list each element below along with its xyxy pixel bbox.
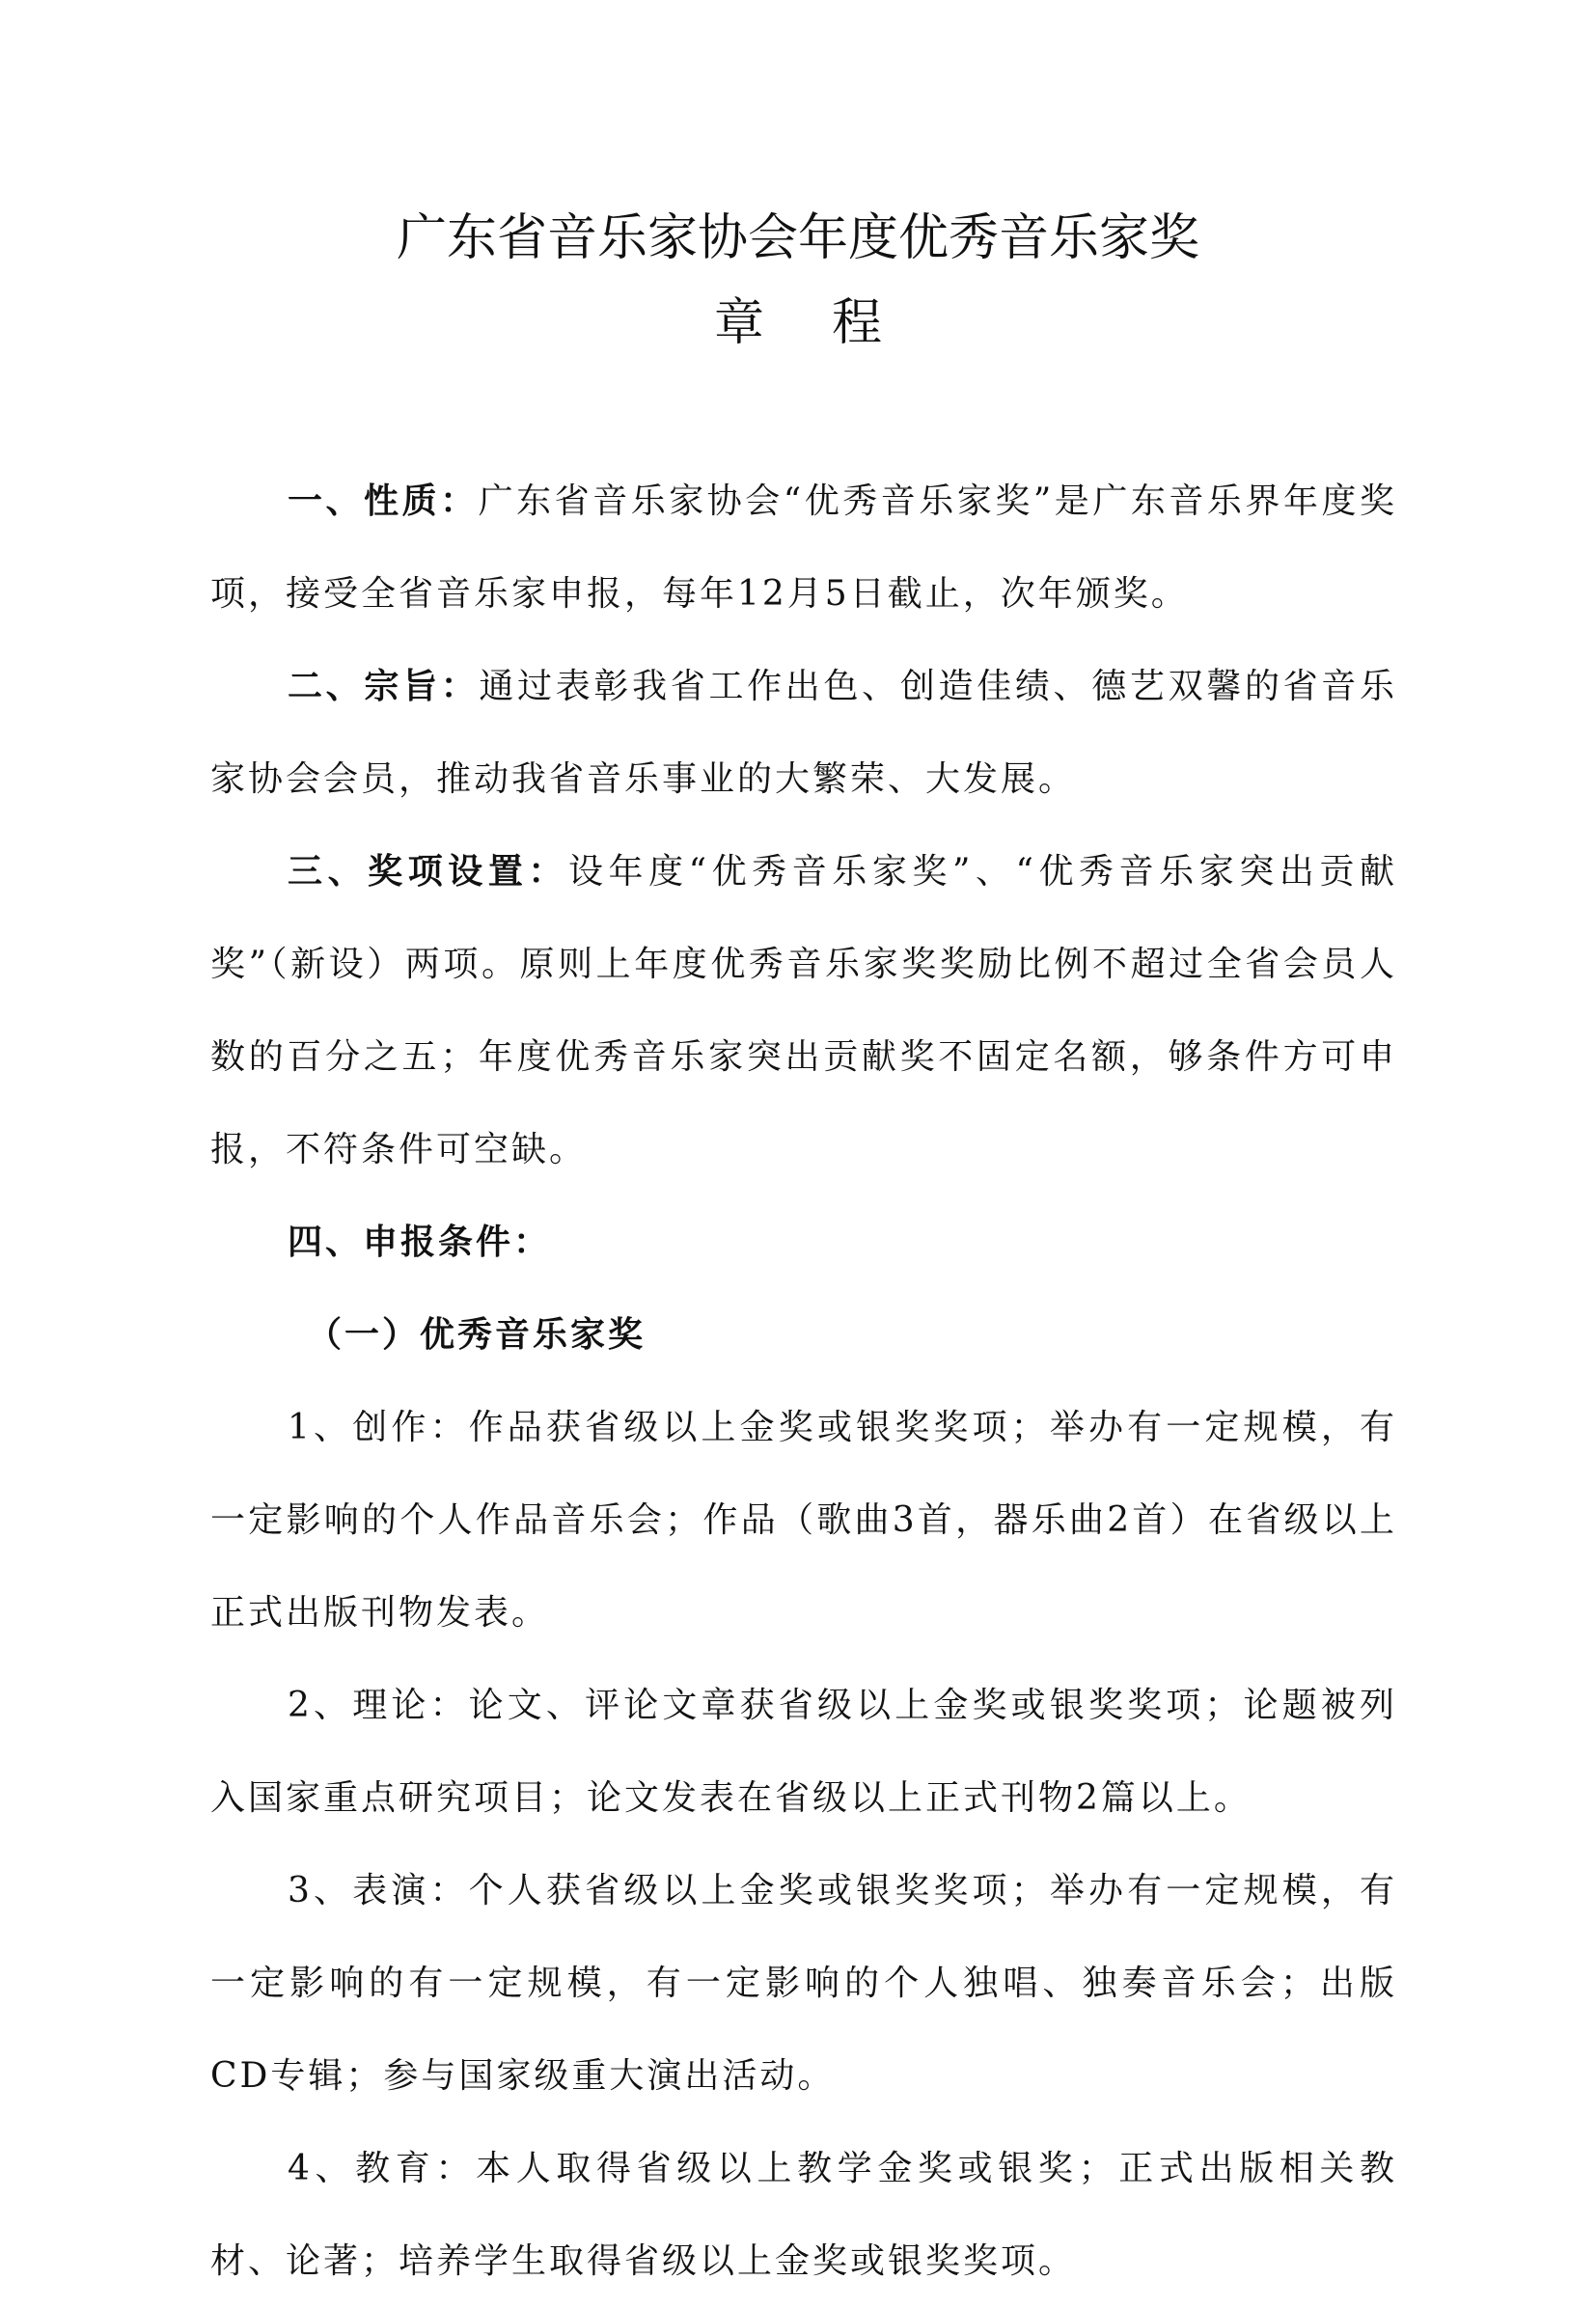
- condition-item-creation: 1、创作：作品获省级以上金奖或银奖奖项；举办有一定规模，有一定影响的个人作品音乐会；作品（歌曲3首，器乐曲2首）在省级以上正式出版刊物发表。: [210, 1408, 1397, 1633]
- section-conditions-heading: 四、申报条件：: [288, 1223, 552, 1262]
- document-body: [210, 455, 1397, 2308]
- document-subtitle: 章程: [713, 294, 949, 352]
- condition-item-performance: 3、表演：个人获省级以上金奖或银奖奖项；举办有一定规模，有一定影响的有一定规模，有一定影响的个人独唱、独奏音乐会；出版CD专辑；参与国家级重大演出活动。: [210, 1871, 1397, 2096]
- section-awards-text: 设年度“优秀音乐家奖”、“优秀音乐家突出贡献奖”（新设）两项。原则上年度优秀音乐家奖奖励比例不超过全省会员人数的百分之五；年度优秀音乐家突出贡献奖不固定名额，够条件方可申报，不符条件可空缺。: [210, 852, 1397, 1169]
- condition-item-theory: 2、理论：论文、评论文章获省级以上金奖或银奖奖项；论题被列入国家重点研究项目；论文发表在省级以上正式刊物2篇以上。: [210, 1686, 1397, 1818]
- section-awards-heading: 三、奖项设置：: [288, 852, 568, 892]
- section-nature-text: 广东省音乐家协会“优秀音乐家奖”是广东音乐界年度奖项，接受全省音乐家申报，每年12月5日截止，次年颁奖。: [210, 481, 1397, 614]
- conditions-subheading: （一）优秀音乐家奖: [307, 1315, 647, 1355]
- section-nature-heading: 一、性质：: [288, 481, 479, 521]
- condition-item-education: 4、教育：本人取得省级以上教学金奖或银奖；正式出版相关教材、论著；培养学生取得省级以上金奖或银奖奖项。: [210, 2149, 1397, 2281]
- section-purpose-heading: 二、宗旨：: [288, 667, 480, 706]
- section-nature: [210, 455, 1397, 641]
- section-awards: [210, 826, 1397, 1196]
- section-purpose-text: 通过表彰我省工作出色、创造佳绩、德艺双馨的省音乐家协会会员，推动我省音乐事业的大繁荣、大发展。: [210, 667, 1397, 799]
- document-title: 广东省音乐家协会年度优秀音乐家奖: [396, 209, 1199, 267]
- section-purpose: [210, 641, 1397, 826]
